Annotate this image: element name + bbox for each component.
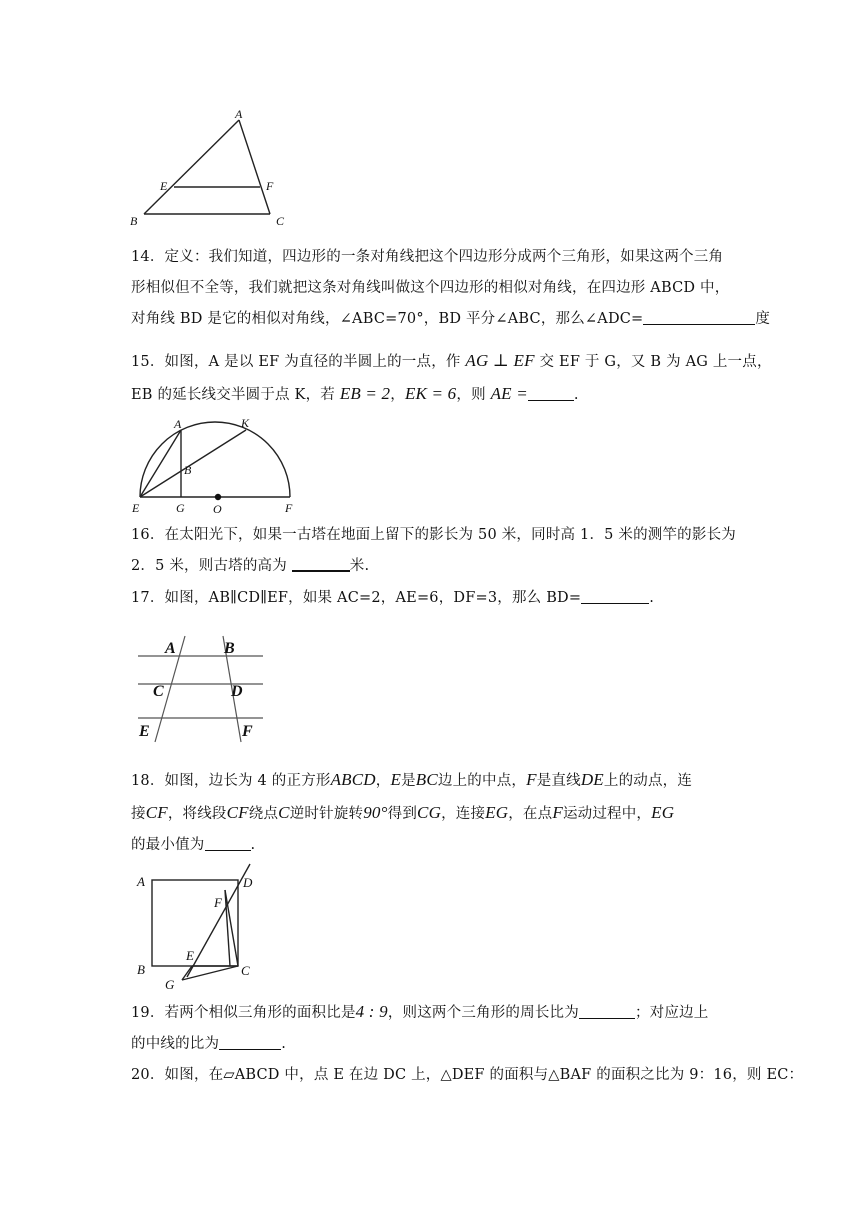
label-E: E <box>139 723 150 740</box>
label-G: G <box>165 977 175 992</box>
q18-line-1: 18．如图，边长为 4 的正方形ABCD，E是BC边上的中点，F是直线DE上的动点，连 <box>131 770 693 789</box>
answer-blank-19b[interactable] <box>219 1035 281 1050</box>
q14-line-2: 形相似但不全等，我们就把这条对角线叫做这个四边形的相似对角线，在四边形 ABCD 中， <box>131 280 730 296</box>
question-14 <box>131 242 771 335</box>
question-19 <box>131 996 736 1060</box>
label-O: O <box>213 502 222 516</box>
q20-line-1: 20．如图，在▱ABCD 中，点 E 在边 DC 上，△DEF 的面积与△BAF 的面积之比为 9：16，则 EC： <box>131 1067 804 1083</box>
q18-line-2: 接CF，将线段CF绕点C逆时针旋转90°得到CG，连接EG，在点F运动过程中，EG <box>131 803 675 822</box>
answer-blank-17[interactable] <box>581 589 649 604</box>
answer-blank-14[interactable] <box>643 310 755 325</box>
question-15 <box>131 345 772 411</box>
q16-line-2: 2．5 米，则古塔的高为 米. <box>131 558 370 574</box>
figure-parallel-lines <box>135 634 265 744</box>
answer-blank-16[interactable] <box>292 556 350 572</box>
q19-line-2: 的中线的比为 . <box>131 1036 287 1052</box>
question-16 <box>131 520 736 582</box>
label-B: B <box>137 962 145 977</box>
semicircle-diagram <box>128 412 298 516</box>
label-A: A <box>235 107 243 121</box>
label-E: E <box>160 179 168 193</box>
label-F: F <box>214 895 222 910</box>
q15-line-1: 15．如图，A 是以 EF 为直径的半圆上的一点，作 AG ⊥ EF 交 EF 于 G，又 B 为 AG 上一点， <box>131 351 772 370</box>
q17-line-1: 17．如图，AB∥CD∥EF，如果 AC=2，AE=6，DF=3，那么 BD= . <box>131 590 655 606</box>
label-F: F <box>285 501 293 515</box>
label-B: B <box>224 640 235 657</box>
label-B: B <box>184 463 192 477</box>
q19-line-1: 19．若两个相似三角形的面积比是4 : 9，则这两个三角形的周长比为 ；对应边上 <box>131 1002 709 1021</box>
figure-square <box>132 862 262 992</box>
question-18 <box>131 764 736 861</box>
label-B: B <box>130 214 138 228</box>
label-F: F <box>266 179 274 193</box>
question-20 <box>131 1060 804 1091</box>
label-D: D <box>243 875 253 890</box>
answer-blank-15[interactable] <box>528 386 574 401</box>
q14-line-1: 14．定义：我们知道，四边形的一条对角线把这个四边形分成两个三角形，如果这两个三角 <box>131 249 724 265</box>
label-C: C <box>241 963 250 978</box>
label-E: E <box>132 501 140 515</box>
q18-line-3: 的最小值为 . <box>131 837 256 853</box>
q16-line-1: 16．在太阳光下，如果一古塔在地面上留下的影长为 50 米，同时高 1．5 米的测竿的影长为 <box>131 527 736 543</box>
q14-line-3: 对角线 BD 是它的相似对角线，∠ABC=70°，BD 平分∠ABC，那么∠ADC= 度 <box>131 311 771 327</box>
question-17 <box>131 583 736 614</box>
figure-triangle <box>120 105 300 230</box>
parallel-lines-diagram <box>135 634 265 744</box>
answer-blank-18[interactable] <box>205 836 251 851</box>
label-A: A <box>174 417 182 431</box>
label-D: D <box>231 683 243 700</box>
label-A: A <box>137 874 145 889</box>
square-diagram <box>132 862 262 992</box>
label-K: K <box>241 416 250 430</box>
label-G: G <box>176 501 185 515</box>
answer-blank-19a[interactable] <box>579 1004 635 1019</box>
label-E: E <box>186 948 194 963</box>
label-A: A <box>165 640 176 657</box>
q15-line-2: EB 的延长线交半圆于点 K，若 EB = 2，EK = 6，则 AE = . <box>131 384 579 403</box>
label-F: F <box>242 723 253 740</box>
label-C: C <box>276 214 285 228</box>
figure-semicircle <box>128 412 298 516</box>
label-C: C <box>153 683 164 700</box>
triangle-diagram <box>120 105 300 230</box>
